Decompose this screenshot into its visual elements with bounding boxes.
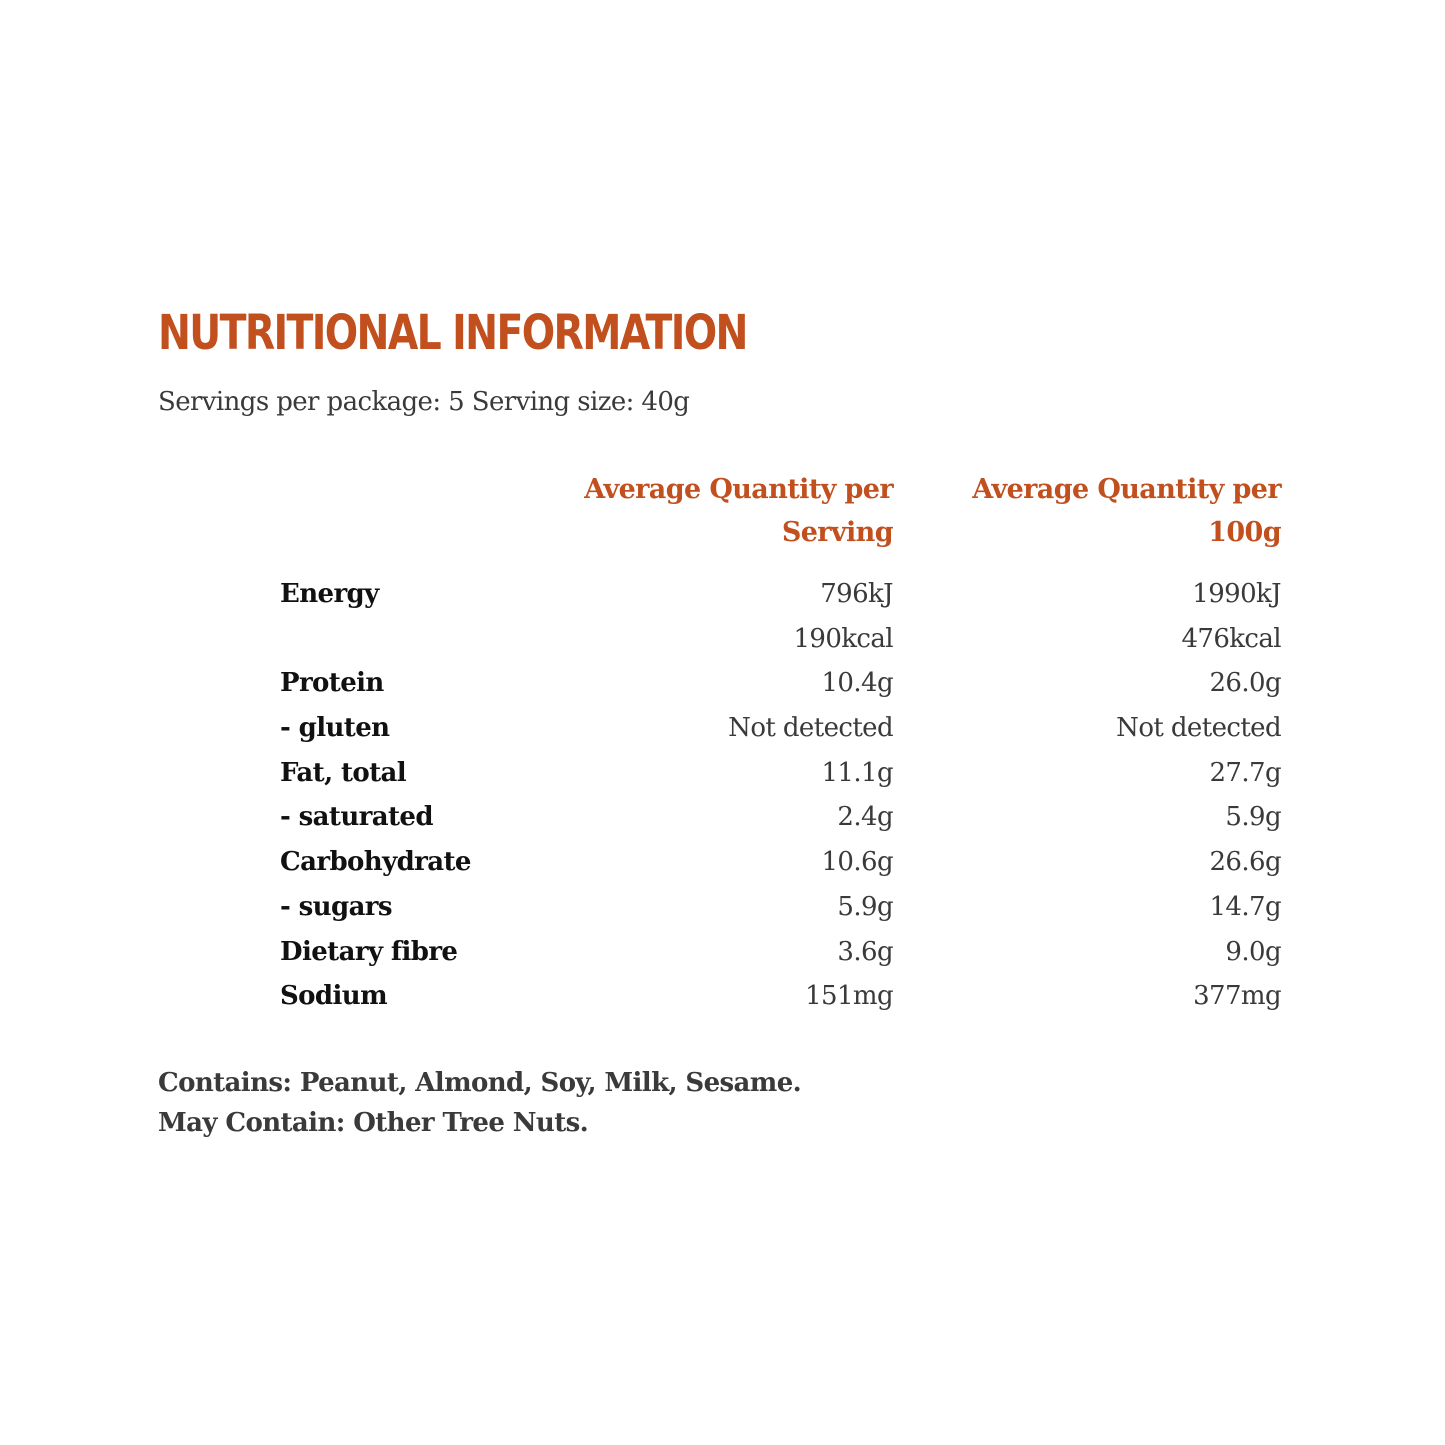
- value-per-serving: 3.6g: [837, 936, 893, 967]
- nutrient-label: Protein: [280, 668, 384, 699]
- value-per-serving: 10.6g: [821, 847, 893, 878]
- value-per-serving: 151mg: [805, 981, 893, 1012]
- nutrient-label: - gluten: [280, 713, 390, 744]
- nutrient-label: Dietary fibre: [280, 936, 458, 967]
- value-per-serving: 2.4g: [837, 802, 893, 833]
- serving-info: Servings per package: 5 Serving size: 40g: [158, 387, 690, 417]
- nutrient-label: Carbohydrate: [280, 847, 471, 878]
- table-row-carbohydrate: [280, 840, 1281, 885]
- column-header-per-100g: [908, 468, 1281, 554]
- column-header-line: Average Quantity per: [584, 474, 893, 505]
- column-header-line: Average Quantity per: [972, 474, 1281, 505]
- table-row-energy-kcal: [280, 617, 1281, 662]
- value-per-100g: 5.9g: [1225, 802, 1281, 833]
- allergens-may-contain: May Contain: Other Tree Nuts.: [158, 1108, 589, 1138]
- nutrient-label: Sodium: [280, 981, 387, 1012]
- nutrient-label: - sugars: [280, 891, 392, 922]
- table-row-fat-total: [280, 751, 1281, 796]
- value-per-100g: 1990kJ: [1192, 579, 1281, 609]
- column-header-line: 100g: [1208, 517, 1281, 548]
- nutrient-label: Energy: [280, 579, 379, 609]
- value-per-100g: 26.6g: [1209, 847, 1281, 878]
- column-header-line: Serving: [781, 517, 893, 548]
- table-row-protein: [280, 661, 1281, 706]
- table-row-energy: [280, 572, 1281, 617]
- value-per-serving: 796kJ: [820, 579, 893, 609]
- allergen-statement: [158, 1063, 801, 1143]
- page-title: NUTRITIONAL INFORMATION: [158, 305, 747, 361]
- nutrient-label: - saturated: [280, 802, 433, 833]
- value-per-serving: 5.9g: [837, 891, 893, 922]
- value-per-serving: 190kcal: [793, 623, 893, 654]
- value-per-100g: 26.0g: [1209, 668, 1281, 699]
- value-per-100g: Not detected: [1116, 713, 1281, 744]
- nutrient-label: Fat, total: [280, 757, 407, 788]
- value-per-100g: 377mg: [1193, 981, 1281, 1012]
- table-row-dietary-fibre: [280, 930, 1281, 975]
- value-per-serving: 11.1g: [821, 757, 893, 788]
- value-per-100g: 476kcal: [1181, 623, 1281, 654]
- allergens-contains: Contains: Peanut, Almond, Soy, Milk, Sesame.: [158, 1068, 802, 1098]
- value-per-serving: Not detected: [728, 713, 893, 744]
- table-row-sugars: [280, 885, 1281, 930]
- nutrition-table: [280, 572, 1281, 1019]
- table-row-saturated: [280, 795, 1281, 840]
- table-row-gluten: [280, 706, 1281, 751]
- value-per-serving: 10.4g: [821, 668, 893, 699]
- value-per-100g: 9.0g: [1225, 936, 1281, 967]
- column-header-per-serving: [520, 468, 893, 554]
- value-per-100g: 27.7g: [1209, 757, 1281, 788]
- table-row-sodium: [280, 974, 1281, 1019]
- value-per-100g: 14.7g: [1209, 891, 1281, 922]
